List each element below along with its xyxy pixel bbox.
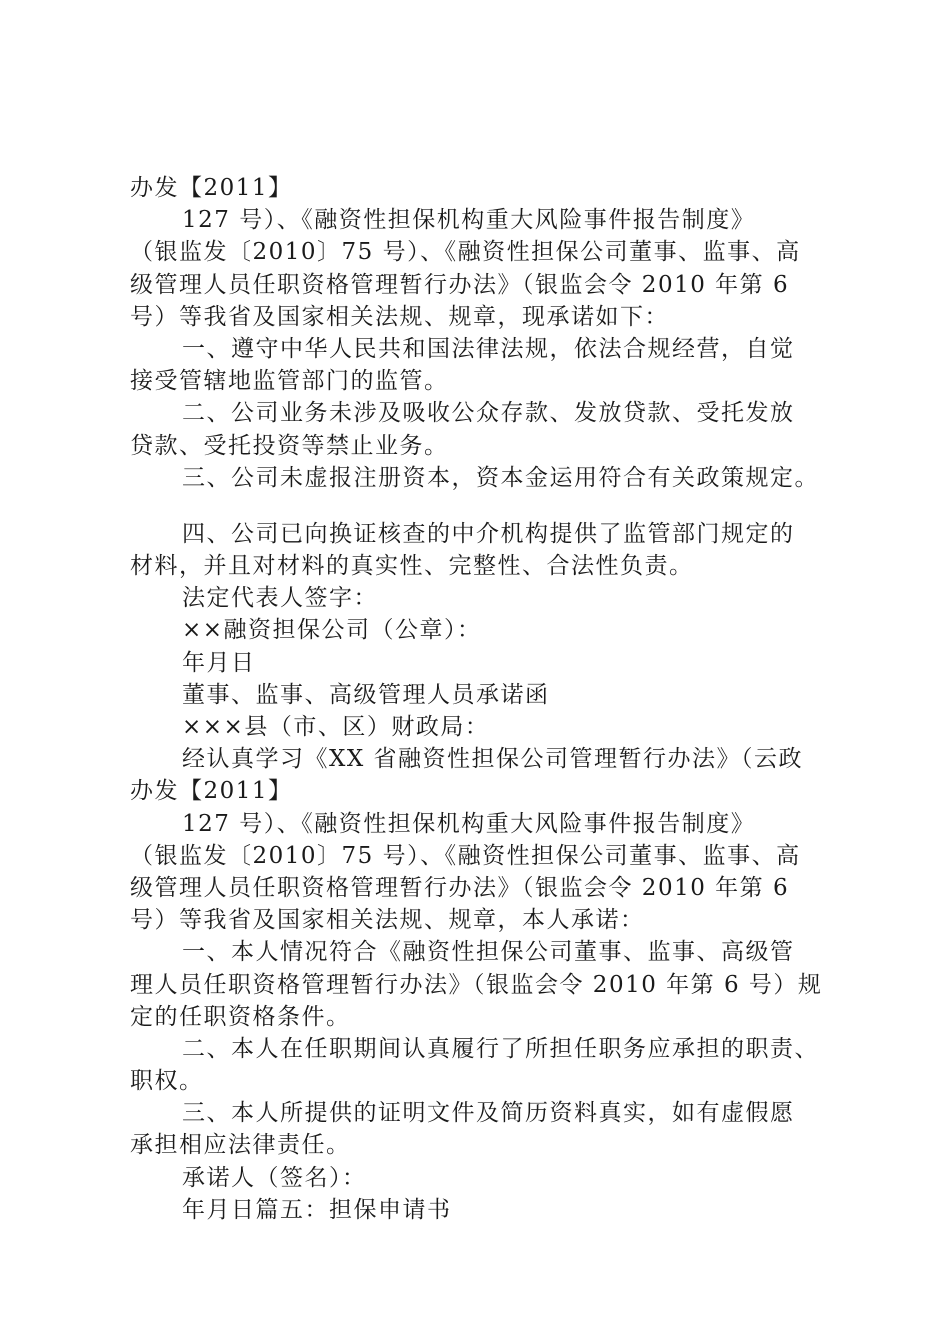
text-line: 职权。: [130, 1068, 204, 1095]
text-line: 接受管辖地监管部门的监管。: [130, 368, 449, 395]
text-line: 经认真学习《XX 省融资性担保公司管理暂行办法》（云政: [182, 746, 804, 773]
paragraph-gap: [130, 494, 850, 518]
text-line: 办发【2011】: [130, 778, 293, 805]
text-line: （银监发〔2010〕75 号）、《融资性担保公司董事、监事、高: [130, 842, 801, 869]
text-line: 号）等我省及国家相关法规、规章，本人承诺：: [130, 907, 645, 934]
text-line: 127 号）、《融资性担保机构重大风险事件报告制度》: [182, 810, 756, 837]
text-line: 承诺人（签名）：: [182, 1164, 367, 1191]
text-line: 127 号）、《融资性担保机构重大风险事件报告制度》: [182, 207, 756, 234]
text-line: 定的任职资格条件。: [130, 1003, 351, 1030]
text-line: 贷款、受托投资等禁止业务。: [130, 432, 449, 459]
text-line: ×××县（市、区）财政局：: [182, 714, 490, 740]
text-line: 三、公司未虚报注册资本，资本金运用符合有关政策规定。: [182, 464, 819, 491]
document-body: [130, 172, 850, 1226]
text-line: 三、本人所提供的证明文件及简历资料真实，如有虚假愿: [182, 1100, 795, 1127]
text-line: 一、本人情况符合《融资性担保公司董事、监事、高级管: [182, 939, 795, 966]
text-line: 董事、监事、高级管理人员承诺函: [182, 681, 550, 708]
text-line: 级管理人员任职资格管理暂行办法》（银监会令 2010 年第 6: [130, 271, 790, 298]
text-line: 理人员任职资格管理暂行办法》（银监会令 2010 年第 6 号）规: [130, 971, 823, 998]
text-line: 材料，并且对材料的真实性、完整性、合法性负责。: [130, 553, 694, 580]
text-line: 年月日: [182, 649, 256, 676]
text-line: 办发【2011】: [130, 175, 293, 201]
text-line: 二、本人在任职期间认真履行了所担任职务应承担的职责、: [182, 1035, 819, 1062]
text-line: ××融资担保公司（公章）：: [182, 617, 482, 644]
text-line: 号）等我省及国家相关法规、规章，现承诺如下：: [130, 303, 669, 330]
text-line: 级管理人员任职资格管理暂行办法》（银监会令 2010 年第 6: [130, 874, 790, 901]
text-line: 年月日篇五：担保申请书: [182, 1196, 452, 1223]
text-line: （银监发〔2010〕75 号）、《融资性担保公司董事、监事、高: [130, 239, 801, 266]
text-line: 四、公司已向换证核查的中介机构提供了监管部门规定的: [182, 520, 795, 547]
text-line: 二、公司业务未涉及吸收公众存款、发放贷款、受托发放: [182, 400, 795, 427]
text-line: 承担相应法律责任。: [130, 1132, 351, 1159]
text-line: 法定代表人签字：: [182, 585, 378, 612]
text-line: 一、遵守中华人民共和国法律法规，依法合规经营，自觉: [182, 335, 795, 362]
